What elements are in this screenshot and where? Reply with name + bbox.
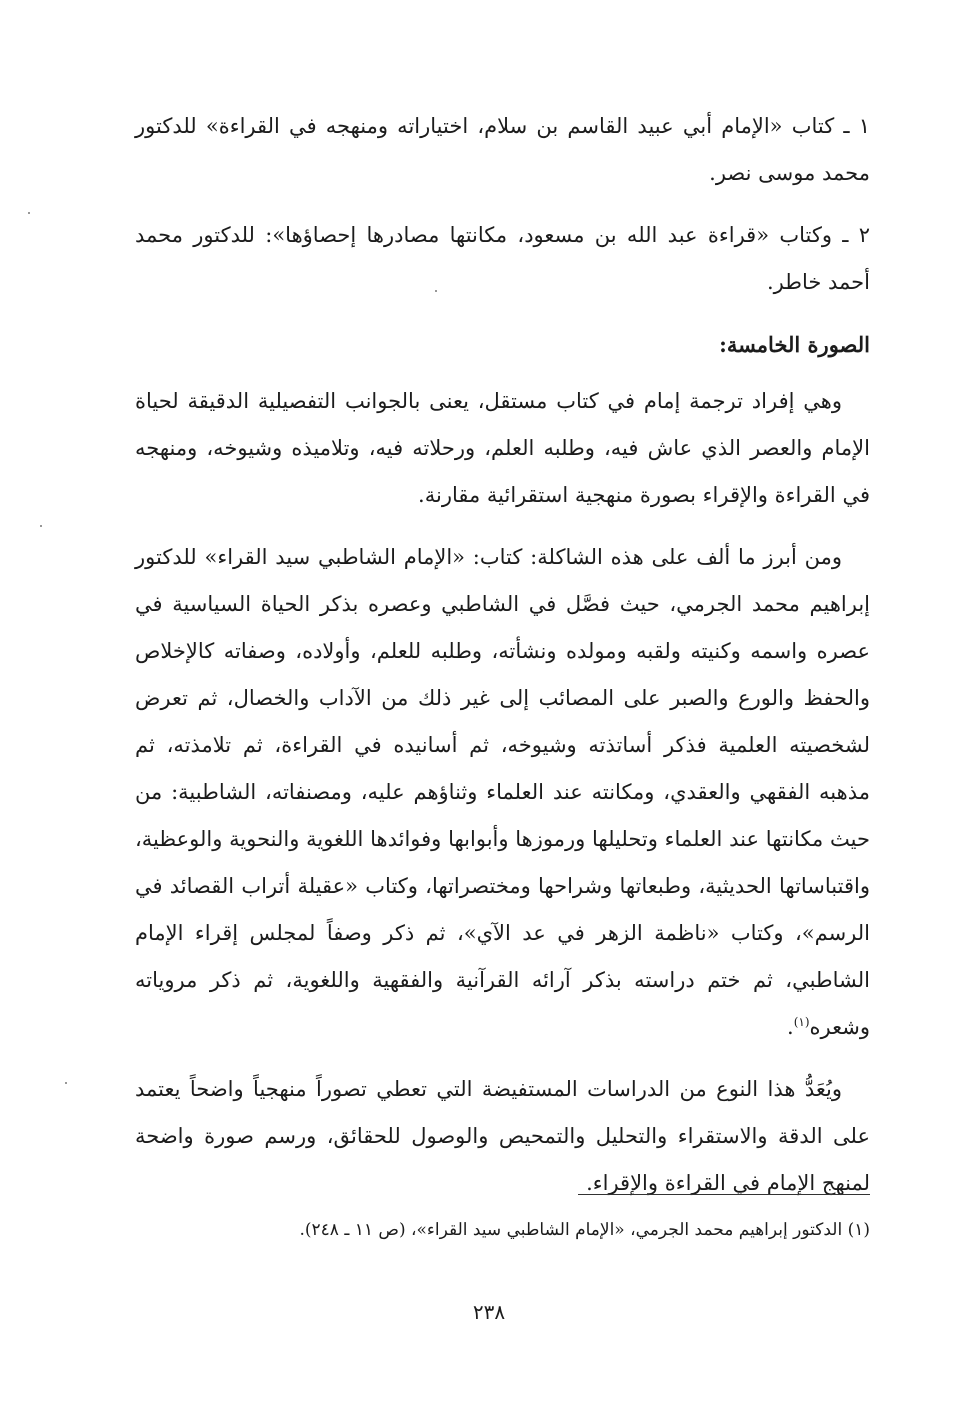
list-item-2: ٢ ـ وكتاب «قراءة عبد الله بن مسعود، مكانتها مصادرها إحصاؤها»: للدكتور محمد أحمد خاطر. [135, 223, 870, 294]
body-paragraph-1: وهي إفراد ترجمة إمام في كتاب مستقل، يعنى بالجوانب التفصيلية الدقيقة لحياة الإمام والعصر الذي عاش فيه، وطلبه العلم، ورحلاته فيه، وتلاميذه وشيوخه، ومنهجه في القراءة والإقراء بصورة منهجية استقرائية مقارنة. [135, 389, 870, 507]
body-paragraph-2-text: ومن أبرز ما ألف على هذه الشاكلة: كتاب: «الإمام الشاطبي سيد القراء» للدكتور إبراهيم محمد الجرمي، حيث فصَّل في الشاطبي وعصره بذكر الحياة السياسية في عصره واسمه وكنيته ولقبه ومولده ونشأته، وطلبه للعلم، وأولاده، وصفاته كالإخلاص والحفظ والورع والصبر على المصائب إلى غير ذلك من الآداب والخصال، ثم تعرض لشخصيته العلمية فذكر أساتذته وشيوخه، ثم أسانيده في القراءة، ثم تلامذته، ثم مذهبه الفقهي والعقدي، ومكانته عند العلماء وثناؤهم عليه، ومصنفاته، الشاطبية: من حيث مكانتها عند العلماء وتحليلها ورموزها وأبوابها وفوائدها اللغوية والنحوية والوعظية، واقتباساتها الحديثية، وطبعاتها وشراحها ومختصراتها، وكتاب «عقيلة أتراب القصائد في الرسم»، وكتاب «ناظمة الزهر في عد الآي»، ثم ذكر وصفاً لمجلس إقراء الإمام الشاطبي، ثم ختم دراسته بذكر آرائه القرآنية والفقهية واللغوية، ثم ذكر مروياته وشعره [135, 545, 870, 1039]
footnote: (١) الدكتور إبراهيم محمد الجرمي، «الإمام الشاطبي سيد القراء»، (ص ١١ ـ ٢٤٨). [299, 1220, 870, 1240]
list-item-1: ١ ـ كتاب «الإمام أبي عبيد القاسم بن سلام، اختياراته ومنهجه في القراءة» للدكتور محمد موسى نصر. [135, 114, 870, 185]
footnote-reference: (١) [793, 1015, 810, 1029]
paragraph-end-period: . [787, 1015, 794, 1039]
body-paragraph-3: ويُعَدُّ هذا النوع من الدراسات المستفيضة التي تعطي تصوراً منهجياً واضحاً يعتمد على الدقة والاستقراء والتحليل والتمحيص والوصول للحقائق، ورسم صورة واضحة لمنهج الإمام في القراءة والإقراء. [135, 1077, 870, 1195]
scan-speck [65, 1082, 67, 1084]
scan-speck [40, 525, 42, 527]
scan-speck [435, 290, 437, 292]
footnote-separator [578, 1194, 870, 1195]
page-body [135, 103, 870, 1222]
scan-speck [28, 212, 30, 214]
body-paragraph-2 [135, 534, 870, 1051]
page-number: ٢٣٨ [472, 1300, 506, 1324]
section-heading: الصورة الخامسة: [719, 332, 870, 357]
